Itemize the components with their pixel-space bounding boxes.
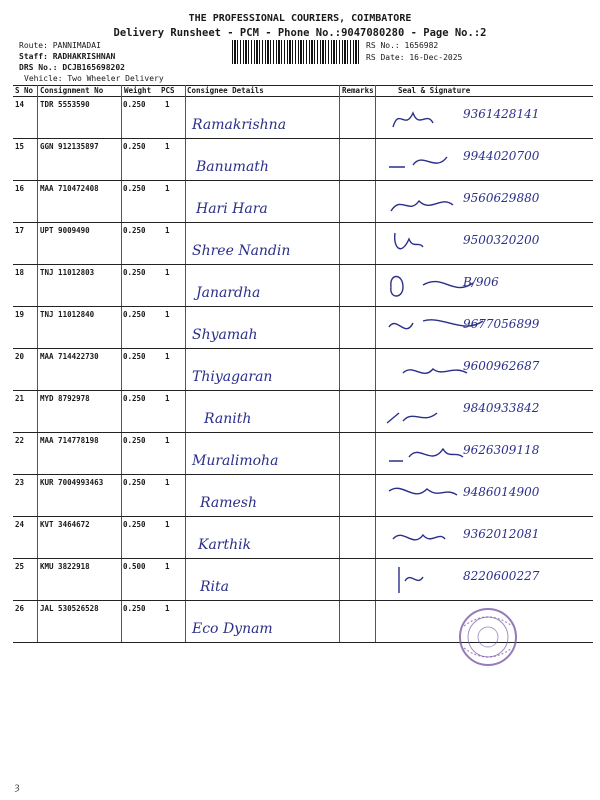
row-weight: 0.250 [123, 394, 146, 403]
row-sno: 22 [15, 436, 25, 445]
table-row [13, 181, 593, 223]
table-row [13, 307, 593, 349]
row-consignee-handwritten: Eco Dynam [192, 621, 273, 637]
col-header-weight: Weight [124, 86, 152, 95]
row-signature [383, 479, 598, 515]
table-row [13, 97, 593, 139]
row-weight: 0.250 [123, 184, 146, 193]
signature-phone-note: 9600962687 [463, 359, 540, 373]
col-header-remarks: Remarks [342, 86, 374, 95]
row-consignment-no: TNJ 11012840 [40, 310, 95, 319]
signature-phone-note: B/906 [463, 275, 499, 289]
footer-mark: ȝ [14, 782, 21, 793]
delivery-stamp [440, 606, 536, 668]
row-consignee-handwritten: Banumath [196, 159, 269, 175]
row-sno: 24 [15, 520, 25, 529]
table-row [13, 265, 593, 307]
row-consignment-no: TNJ 11012803 [40, 268, 95, 277]
row-signature [383, 101, 598, 137]
row-consignment-no: TDR 5553590 [40, 100, 90, 109]
signature-phone-note: 8220600227 [463, 569, 540, 583]
row-consignee-handwritten: Shree Nandin [192, 243, 291, 259]
row-weight: 0.250 [123, 520, 146, 529]
row-signature [383, 521, 598, 557]
row-weight: 0.250 [123, 310, 146, 319]
table-row [13, 517, 593, 559]
row-consignment-no: MAA 714422730 [40, 352, 99, 361]
row-consignment-no: KMU 3822918 [40, 562, 90, 571]
row-signature [383, 353, 598, 389]
row-signature [383, 395, 598, 431]
row-pcs: 1 [165, 184, 170, 193]
row-consignment-no: MAA 710472408 [40, 184, 99, 193]
row-sno: 15 [15, 142, 25, 151]
row-consignee-handwritten: Ranith [204, 411, 252, 427]
row-pcs: 1 [165, 310, 170, 319]
row-weight: 0.250 [123, 268, 146, 277]
row-pcs: 1 [165, 100, 170, 109]
row-weight: 0.250 [123, 478, 146, 487]
row-consignment-no: MYD 8792978 [40, 394, 90, 403]
row-pcs: 1 [165, 604, 170, 613]
signature-phone-note: 9840933842 [463, 401, 540, 415]
row-pcs: 1 [165, 520, 170, 529]
row-pcs: 1 [165, 352, 170, 361]
row-consignee-handwritten: Rita [200, 579, 229, 595]
barcode [232, 40, 360, 64]
vehicle-label: Vehicle: Two Wheeler Delivery [24, 74, 164, 83]
signature-phone-note: 9500320200 [463, 233, 540, 247]
row-consignee-handwritten: Janardha [196, 285, 261, 301]
row-pcs: 1 [165, 226, 170, 235]
row-weight: 0.250 [123, 226, 146, 235]
row-signature [383, 185, 598, 221]
row-signature [383, 563, 598, 599]
row-consignee-handwritten: Ramakrishna [192, 117, 287, 133]
runsheet-subtitle: Delivery Runsheet - PCM - Phone No.:9047080280 - Page No.:2 [113, 27, 487, 39]
row-consignee-handwritten: Ramesh [200, 495, 257, 511]
row-pcs: 1 [165, 268, 170, 277]
col-header-consignment: Consignment No [40, 86, 104, 95]
table-row [13, 223, 593, 265]
row-signature [383, 437, 598, 473]
staff-label: Staff: RADHAKRISHNAN [19, 52, 116, 61]
row-consignee-handwritten: Thiyagaran [192, 369, 273, 385]
row-sno: 18 [15, 268, 25, 277]
row-consignee-handwritten: Shyamah [192, 327, 258, 343]
signature-phone-note: 9361428141 [463, 107, 540, 121]
table-row [13, 433, 593, 475]
row-consignment-no: JAL 530526528 [40, 604, 99, 613]
row-weight: 0.250 [123, 352, 146, 361]
row-consignment-no: KVT 3464672 [40, 520, 90, 529]
row-signature [383, 269, 598, 305]
signature-phone-note: 9362012081 [463, 527, 540, 541]
row-weight: 0.250 [123, 436, 146, 445]
col-header-sno: S No [15, 86, 34, 95]
row-sno: 23 [15, 478, 25, 487]
table-row [13, 559, 593, 601]
row-weight: 0.250 [123, 142, 146, 151]
row-consignment-no: MAA 714778198 [40, 436, 99, 445]
row-pcs: 1 [165, 562, 170, 571]
signature-phone-note: 9486014900 [463, 485, 540, 499]
row-sno: 17 [15, 226, 25, 235]
row-sno: 21 [15, 394, 25, 403]
row-consignee-handwritten: Karthik [198, 537, 252, 553]
row-pcs: 1 [165, 394, 170, 403]
rs-number: RS No.: 1656982 [366, 41, 439, 50]
row-sno: 19 [15, 310, 25, 319]
row-weight: 0.500 [123, 562, 146, 571]
row-sno: 16 [15, 184, 25, 193]
row-consignee-handwritten: Muralimoha [192, 453, 279, 469]
row-weight: 0.250 [123, 604, 146, 613]
row-signature [383, 311, 598, 347]
row-consignee-handwritten: Hari Hara [196, 201, 268, 217]
rs-date: RS Date: 16-Dec-2025 [366, 53, 463, 62]
row-pcs: 1 [165, 478, 170, 487]
row-sno: 25 [15, 562, 25, 571]
col-header-consignee: Consignee Details [187, 86, 264, 95]
company-title: THE PROFESSIONAL COURIERS, COIMBATORE [188, 13, 412, 24]
col-header-pcs: PCS [161, 86, 175, 95]
row-consignment-no: GGN 912135897 [40, 142, 99, 151]
row-pcs: 1 [165, 142, 170, 151]
row-weight: 0.250 [123, 100, 146, 109]
row-sno: 26 [15, 604, 25, 613]
row-signature [383, 227, 598, 263]
signature-phone-note: 9944020700 [463, 149, 540, 163]
table-row [13, 349, 593, 391]
row-pcs: 1 [165, 436, 170, 445]
col-header-seal: Seal & Signature [398, 86, 471, 95]
row-consignment-no: KUR 7004993463 [40, 478, 104, 487]
signature-phone-note: 9560629880 [463, 191, 540, 205]
table-row [13, 475, 593, 517]
row-consignment-no: UPT 9009490 [40, 226, 90, 235]
table-row [13, 139, 593, 181]
signature-phone-note: 9626309118 [463, 443, 540, 457]
route-label: Route: PANNIMADAI [19, 41, 101, 50]
row-sno: 20 [15, 352, 25, 361]
drs-label: DRS No.: DCJB165698202 [19, 63, 125, 72]
row-sno: 14 [15, 100, 25, 109]
table-row [13, 391, 593, 433]
signature-phone-note: 9677056899 [463, 317, 540, 331]
row-signature [383, 143, 598, 179]
